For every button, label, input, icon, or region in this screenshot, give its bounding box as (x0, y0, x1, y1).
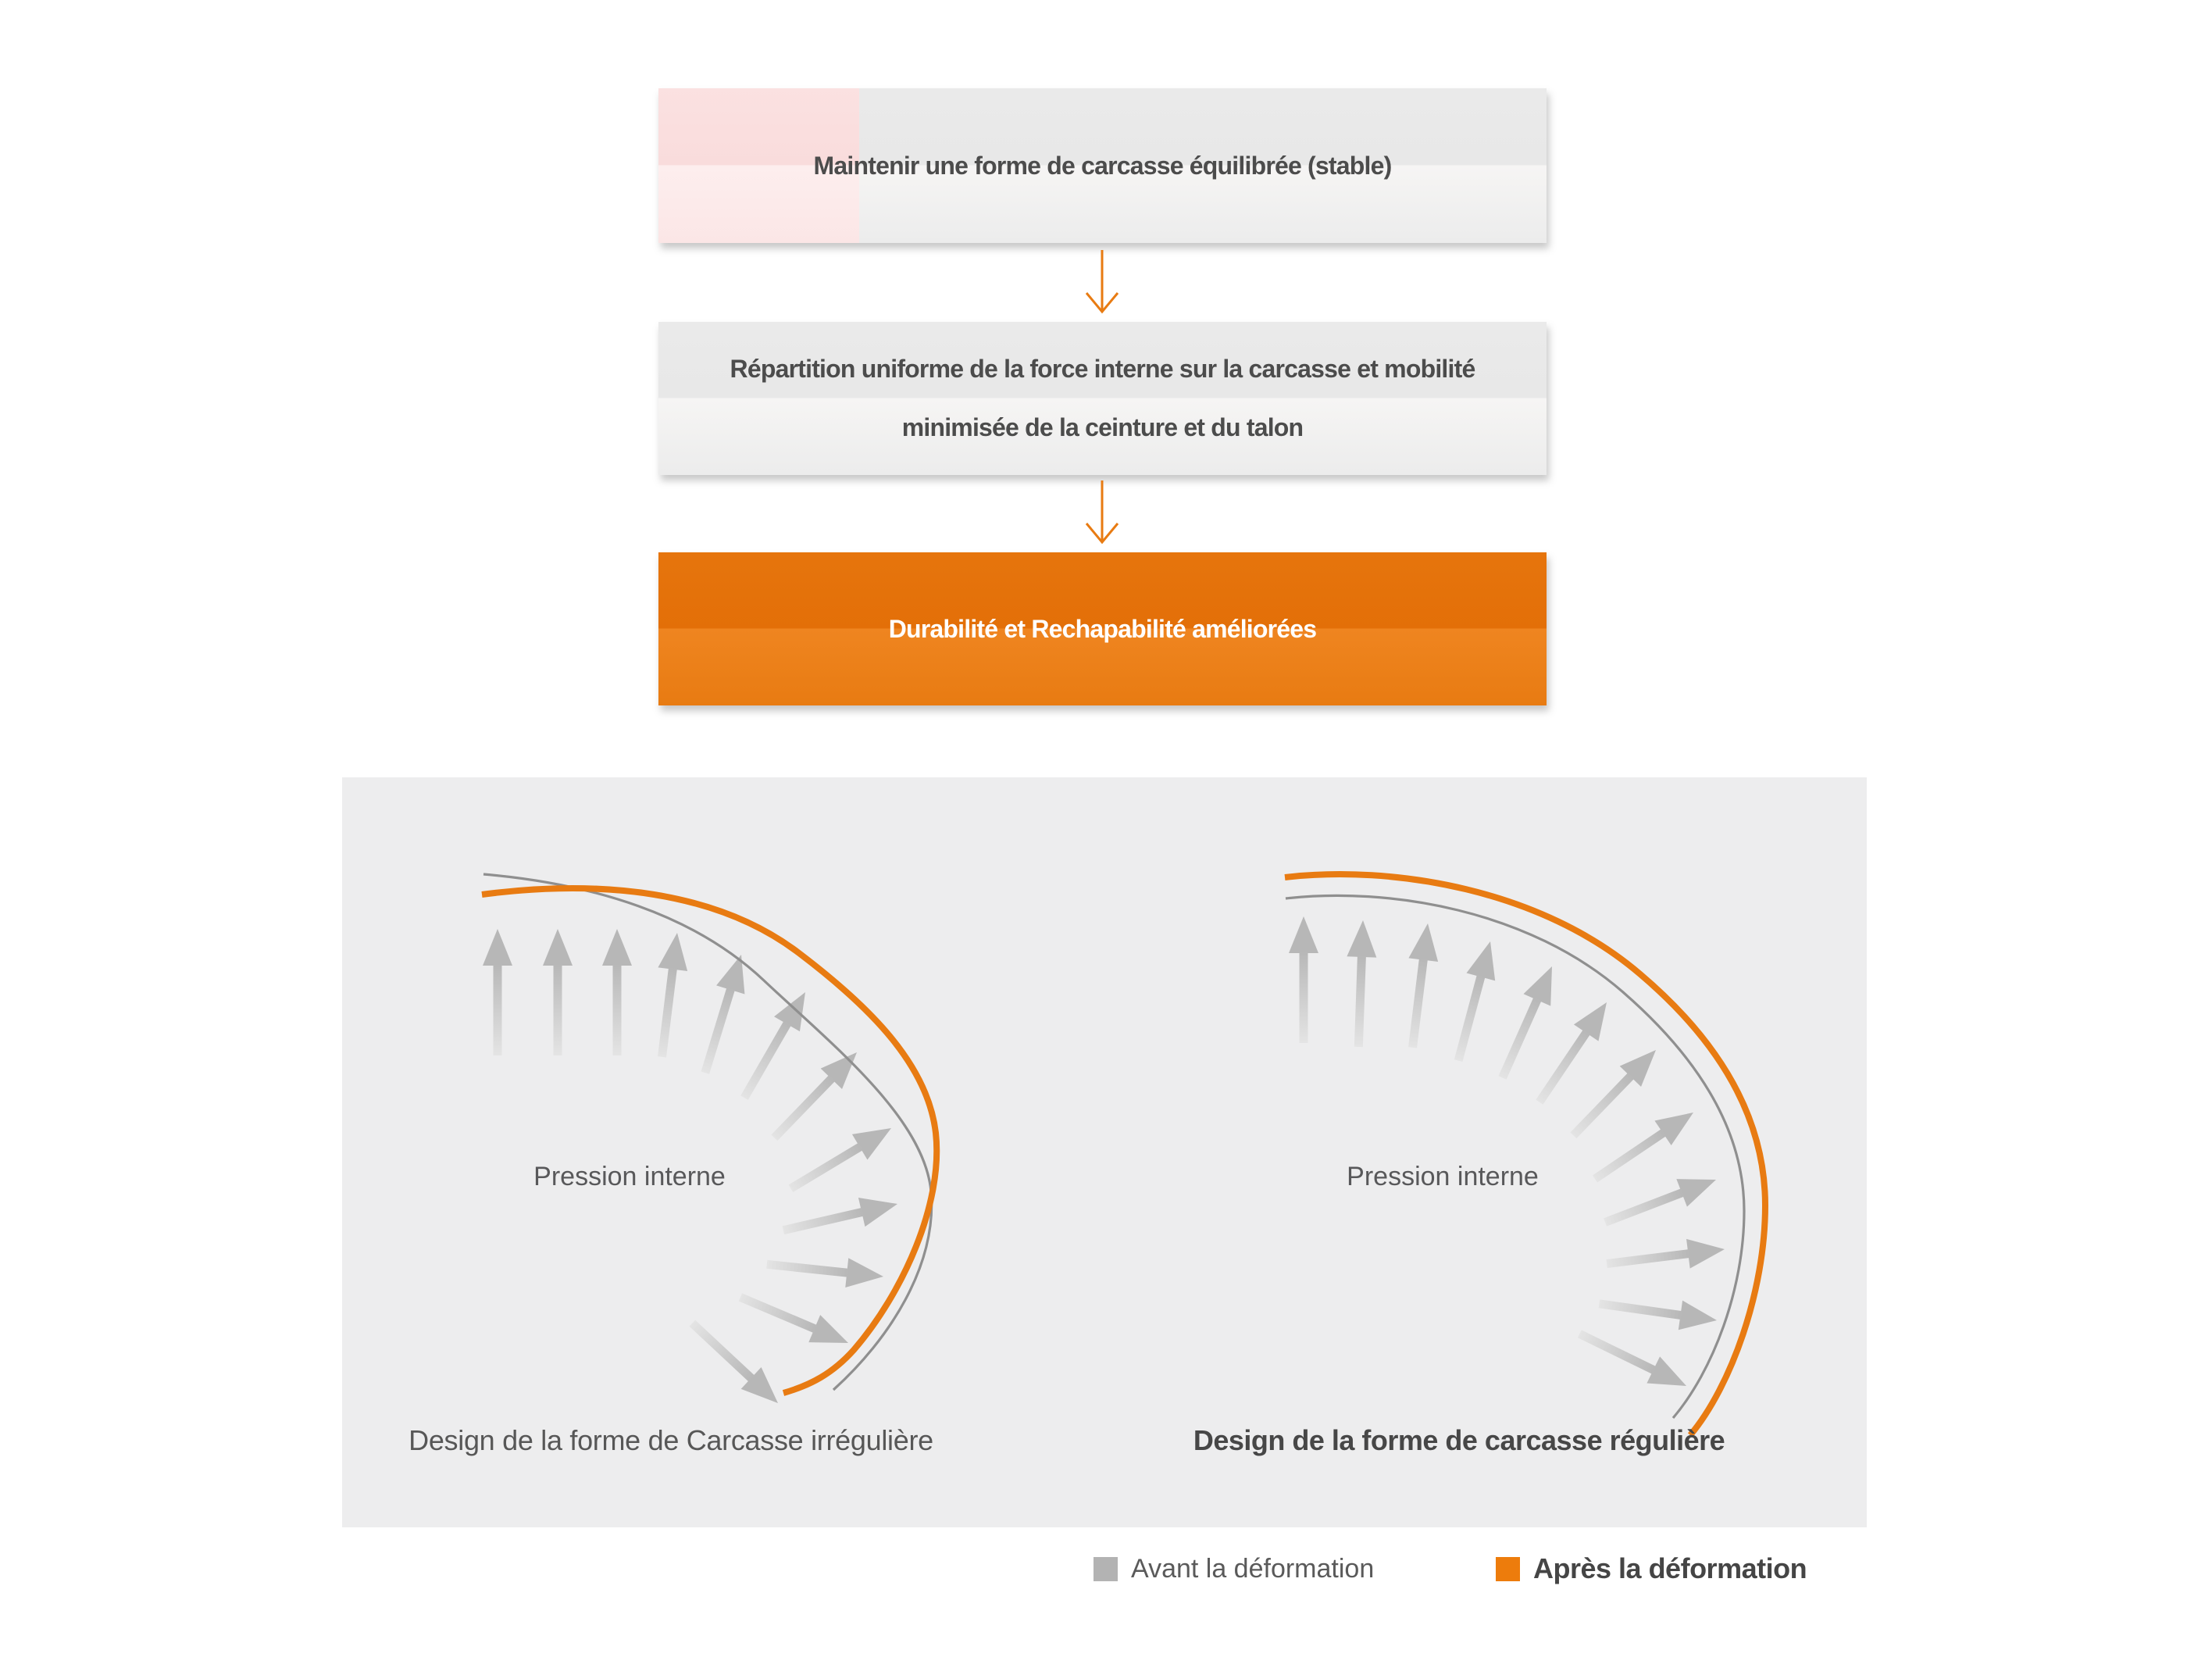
pressure-arrow-icon (780, 1189, 901, 1245)
carcass-after-curve (1285, 874, 1765, 1435)
legend-before-deformation (1094, 1553, 1374, 1584)
pressure-arrow-icon (1605, 1234, 1726, 1278)
flow-step-1-label: Maintenir une forme de carcasse équilibrée (stable) (813, 151, 1392, 180)
carcass-diagrams (342, 777, 1867, 1527)
down-arrow-icon (1079, 479, 1126, 546)
pressure-label-right: Pression interne (1347, 1162, 1539, 1191)
flow-result-box (658, 552, 1547, 705)
pressure-arrow-icon (682, 1312, 788, 1414)
legend-after-label: Après la déformation (1533, 1552, 1807, 1584)
pressure-arrow-icon (1289, 916, 1318, 1043)
legend-after-deformation (1496, 1553, 1807, 1584)
caption-irregular: Design de la forme de Carcasse irrégulière (409, 1424, 933, 1456)
orange-swatch-icon (1496, 1557, 1520, 1581)
pressure-arrow-icon (765, 1249, 885, 1291)
pressure-arrow-icon (732, 985, 819, 1105)
flow-step-2-box (658, 322, 1547, 475)
pressure-arrow-icon (1343, 920, 1378, 1047)
pressure-arrow-icon (1573, 1320, 1693, 1399)
pressure-arrow-icon (1563, 1040, 1667, 1146)
pressure-arrow-icon (1398, 922, 1443, 1049)
pressure-arrow-icon (1527, 994, 1619, 1110)
flow-step-1-box (658, 88, 1547, 243)
pressure-arrow-icon (1489, 960, 1565, 1084)
pressure-label-left: Pression interne (533, 1162, 726, 1191)
flow-step-2-line1: Répartition uniforme de la force interne sur la carcasse et mobilité (730, 355, 1475, 383)
pressure-arrow-icon (764, 1042, 868, 1148)
pressure-arrow-icon (691, 950, 756, 1077)
pressure-arrow-icon (735, 1284, 854, 1357)
pressure-arrow-icon (602, 929, 632, 1055)
caption-regular: Design de la forme de carcasse régulière (1193, 1424, 1725, 1456)
pressure-arrow-icon (1597, 1289, 1719, 1335)
down-arrow-icon (1079, 248, 1126, 316)
flow-step-2-line2: minimisée de la ceinture et du talon (901, 413, 1304, 441)
gray-swatch-icon (1094, 1557, 1118, 1581)
comparison-panel (342, 777, 1867, 1527)
pressure-arrow-icon (648, 931, 692, 1059)
legend-before-label: Avant la déformation (1131, 1553, 1375, 1584)
pressure-arrow-icon (1444, 938, 1505, 1064)
carcass-before-curve (1286, 895, 1744, 1418)
pressure-arrow-icon (543, 929, 573, 1055)
flow-result-label: Durabilité et Rechapabilité améliorées (888, 614, 1317, 643)
pressure-arrow-icon (483, 929, 512, 1055)
